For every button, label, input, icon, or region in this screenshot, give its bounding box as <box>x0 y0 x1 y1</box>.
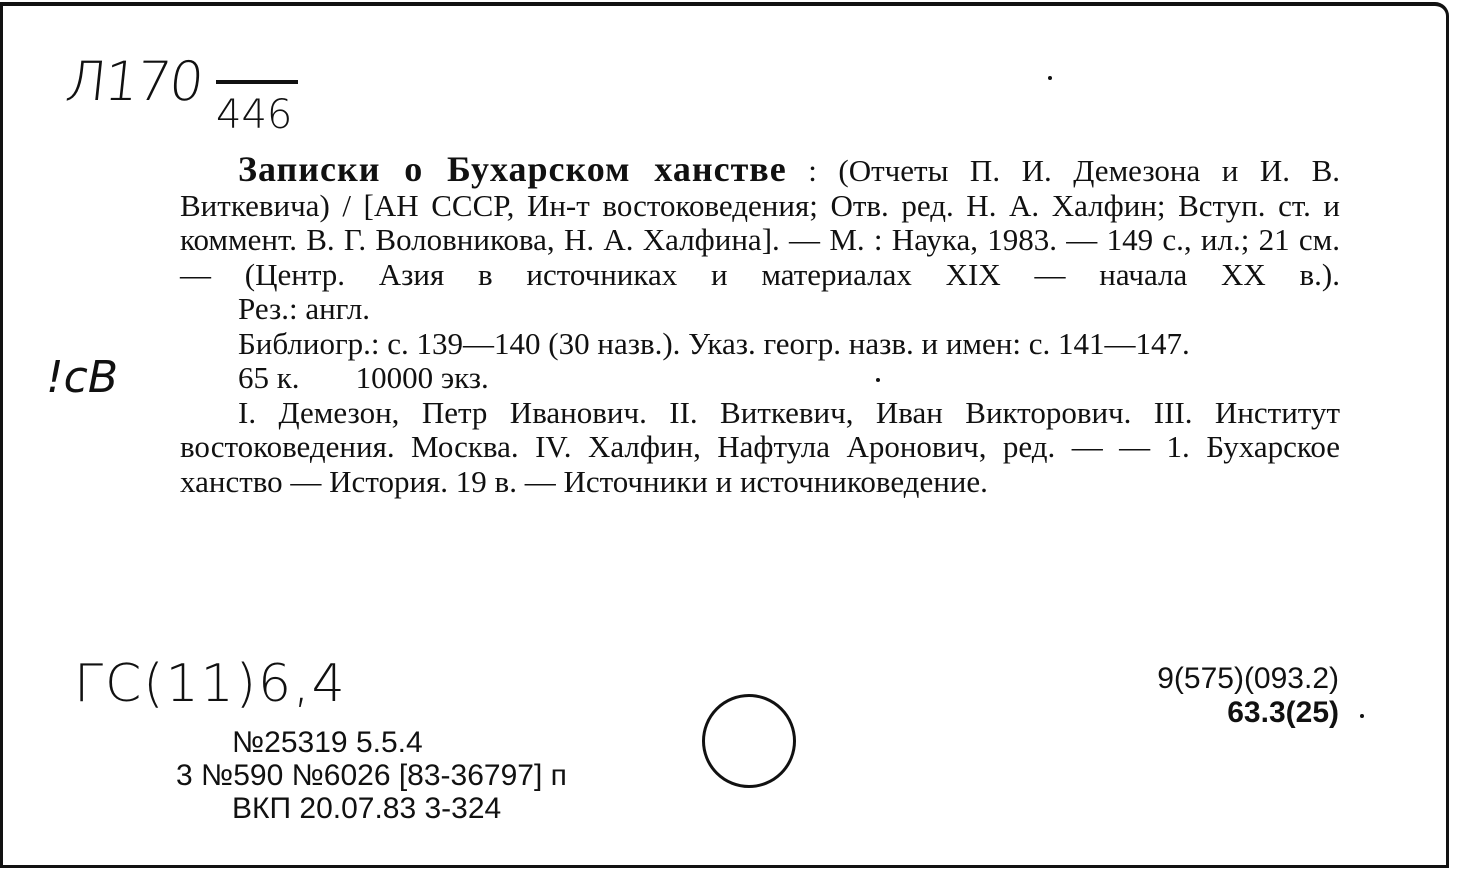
handwritten-bottom-mark: ГС(11)6,4 <box>74 654 347 714</box>
speck <box>1048 76 1052 80</box>
speck <box>876 378 880 382</box>
circle-stamp <box>702 694 796 788</box>
classification-block <box>1157 662 1339 730</box>
tracings: I. Демезон, Петр Иванович. II. Виткевич, Иван Викторович. III. Институт востоковедения. Москва. IV. Халфин, Нафтула Аронович, ред. — — 1. Бухарское ханство — История. 19 в. — Источники и источниковедение. <box>180 394 1340 499</box>
speck <box>1360 714 1364 718</box>
footer-line-2: 3 №590 №6026 [83-36797] п <box>176 759 567 792</box>
handwritten-call-number: Л170 <box>62 50 205 113</box>
footer-line-3: ВКП 20.07.83 3-324 <box>232 792 502 825</box>
print-run: 10000 экз. <box>355 360 489 395</box>
title-statement: : (Отчеты П. И. Демезона и И. В. Виткевича) / [АН СССР, Ин-т востоковедения; Отв. ред. Н. А. Халфин; Вступ. ст. и коммент. В. Г. Воловникова, Н. А. Халфина]. — М. : Наука, 1983. — 149 с., ил.; 21 см. — (Центр. Азия в источниках и материалах XIX — начала XX в.). <box>180 153 1341 292</box>
title-block <box>180 149 1341 292</box>
footer-line-1: №25319 5.5.4 <box>232 726 423 759</box>
card-footer <box>176 726 567 825</box>
price: 65 к. <box>238 360 300 395</box>
bibliographic-entry <box>180 149 1341 499</box>
bbk-index: 63.3(25) <box>1227 696 1339 729</box>
price-line <box>238 361 1340 396</box>
handwritten-denominator: 446 <box>216 92 293 138</box>
handwritten-side-mark: !cВ <box>46 352 119 403</box>
udc-index: 9(575)(093.2) <box>1157 662 1339 695</box>
bibliography-note: Библиогр.: с. 139—140 (30 назв.). Указ. геогр. назв. и имен: с. 141—147. <box>238 325 1190 361</box>
book-title: Записки о Бухарском ханстве <box>238 149 787 189</box>
fraction-line <box>216 80 298 84</box>
summary-note: Рез.: англ. <box>238 291 371 326</box>
